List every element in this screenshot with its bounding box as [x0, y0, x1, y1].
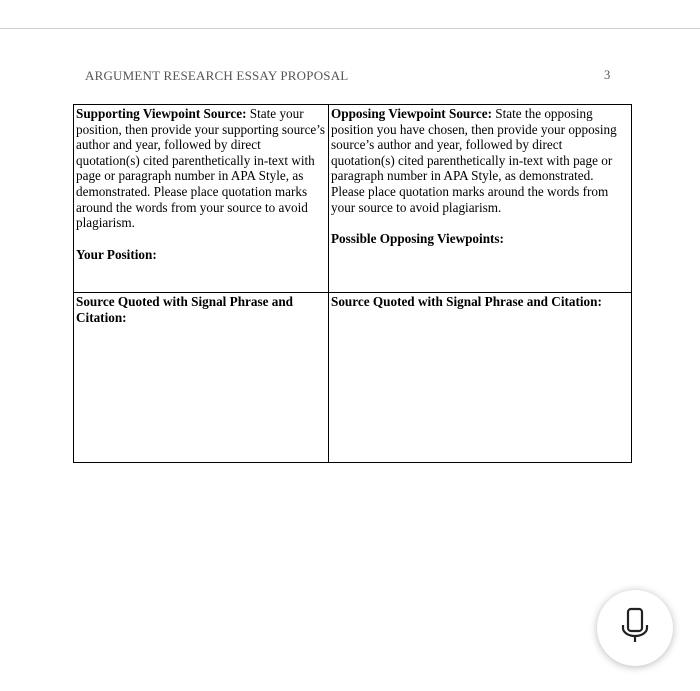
supporting-heading: Supporting Viewpoint Source:: [76, 106, 247, 121]
running-header: ARGUMENT RESEARCH ESSAY PROPOSAL: [85, 68, 349, 83]
opposing-source-cell[interactable]: [329, 293, 632, 463]
supporting-instructions: State your position, then provide your supporting source’s author and year, followed by direct quotation(s) cited parenthetically in-text with page or paragraph number in APA Style, as demonstrated. Please place quotation marks around the words from your source to avoid plagiarism.: [76, 106, 326, 231]
supporting-source-cell[interactable]: [74, 293, 329, 463]
opposing-viewpoints-label: Possible Opposing Viewpoints:: [331, 231, 504, 247]
table-row: [74, 105, 632, 293]
opposing-source-label: Source Quoted with Signal Phrase and Citation:: [331, 294, 602, 309]
opposing-heading: Opposing Viewpoint Source:: [331, 106, 492, 121]
microphone-icon: [618, 607, 652, 650]
your-position-label: Your Position:: [76, 246, 157, 262]
voice-input-button[interactable]: [597, 590, 673, 666]
supporting-viewpoint-cell[interactable]: [74, 105, 329, 293]
table-row: [74, 293, 632, 463]
opposing-instructions: State the opposing position you have chosen, then provide your opposing source’s author and year, followed by direct quotation(s) cited parenthetically in-text with page or paragraph number in APA Style, as demonstrated. Please place quotation marks around the words from your source to avoid plagiarism.: [331, 106, 617, 215]
proposal-table: [73, 104, 632, 463]
top-divider: [0, 28, 700, 29]
opposing-viewpoint-cell[interactable]: [329, 105, 632, 293]
page-number: 3: [604, 68, 611, 82]
supporting-source-label: Source Quoted with Signal Phrase and Citation:: [76, 294, 294, 325]
